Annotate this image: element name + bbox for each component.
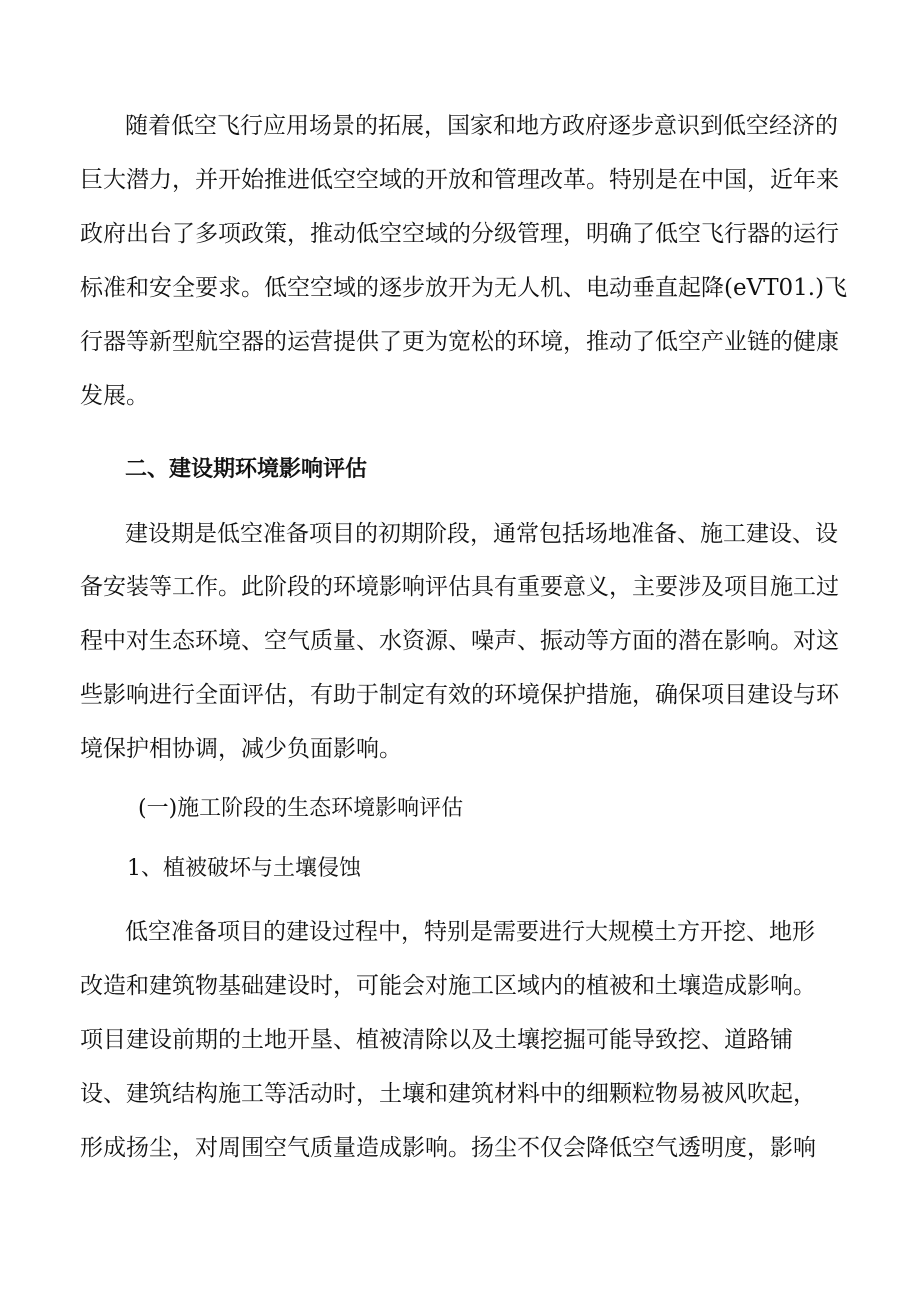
paragraph-2-line-2: 备安装等工作。此阶段的环境影响评估具有重要意义，主要涉及项目施工过 [80,574,839,600]
paragraph-1-line-2: 巨大潜力，并开始推进低空空域的开放和管理改革。特别是在中国，近年来 [80,167,839,193]
subsection-heading: (一)施工阶段的生态环境影响评估 [138,796,464,821]
paragraph-1-line-3: 政府出台了多项政策，推动低空空域的分级管理，明确了低空飞行器的运行 [80,221,839,247]
paragraph-3-line-2: 改造和建筑物基础建设时，可能会对施工区域内的植被和土壤造成影响。 [80,973,816,999]
paragraph-2-line-3: 程中对生态环境、空气质量、水资源、噪声、振动等方面的潜在影响。对这 [80,628,839,654]
paragraph-1-line-1: 随着低空飞行应用场景的拓展，国家和地方政府逐步意识到低空经济的 [125,113,838,139]
paragraph-1-line-6: 发展。 [80,383,149,409]
item-heading: 1、植被破坏与土壤侵蚀 [127,856,361,881]
paragraph-3-line-3: 项目建设前期的土地开垦、植被清除以及土壤挖掘可能导致挖、道路铺 [80,1027,793,1053]
paragraph-3-line-4: 设、建筑结构施工等活动时，土壤和建筑材料中的细颗粒物易被风吹起， [80,1081,816,1107]
paragraph-2-line-5: 境保护相协调，减少负面影响。 [80,736,402,762]
paragraph-1-line-5: 行器等新型航空器的运营提供了更为宽松的环境，推动了低空产业链的健康 [80,329,839,355]
paragraph-2-line-1: 建设期是低空准备项目的初期阶段，通常包括场地准备、施工建设、设 [125,521,838,547]
paragraph-3-line-5: 形成扬尘，对周围空气质量造成影响。扬尘不仅会降低空气透明度，影响 [80,1135,816,1161]
paragraph-1-line-4: 标准和安全要求。低空空域的逐步放开为无人机、电动垂直起降(eVT01.)飞 [80,275,848,301]
paragraph-3-line-1: 低空准备项目的建设过程中，特别是需要进行大规模土方开挖、地形 [125,919,815,945]
paragraph-2-line-4: 些影响进行全面评估，有助于制定有效的环境保护措施，确保项目建设与环 [80,682,839,708]
section-heading: 二、建设期环境影响评估 [125,457,368,482]
